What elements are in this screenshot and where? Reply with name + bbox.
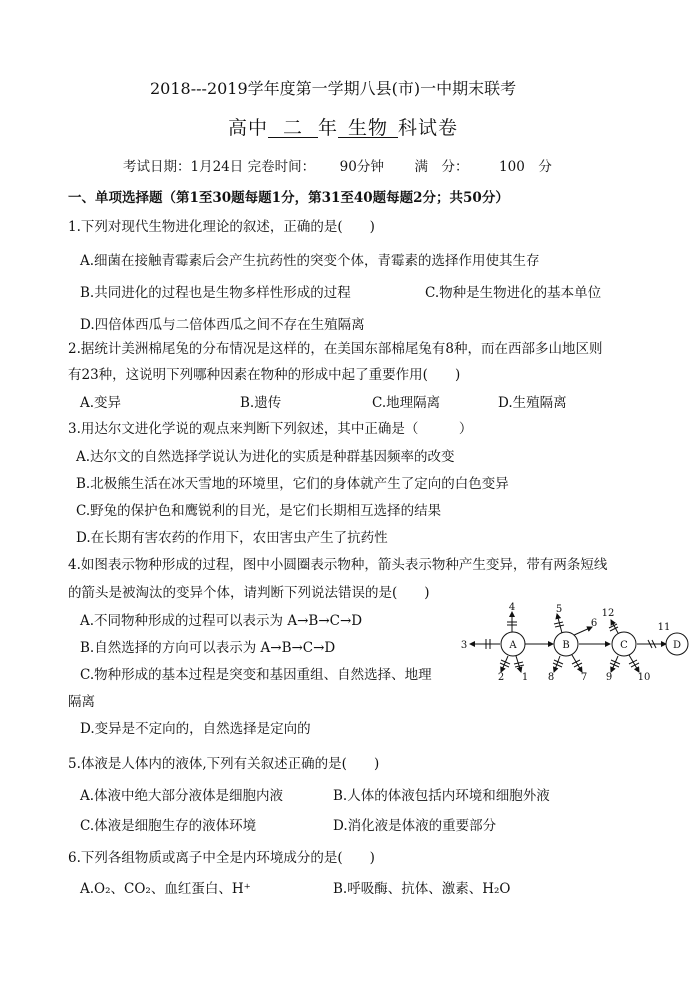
score-value: 100 分 [499, 159, 552, 175]
diagram-label-6: 6 [590, 618, 598, 629]
question-4-option-b: B.自然选择的方向可以表示为 A→B→C→D [80, 640, 336, 656]
duration-label: 完卷时间： [247, 159, 316, 175]
diagram-label-2: 2 [497, 672, 505, 683]
question-1-option-b: B.共同进化的过程也是生物多样性形成的过程 [80, 285, 351, 301]
subject-blank: 生物 [338, 119, 398, 138]
date-label: 考试日期： [123, 159, 191, 175]
diagram-label-5: 5 [555, 604, 563, 615]
diagram-node-c: C [620, 640, 628, 651]
question-2-stem-line1: 2.据统计美洲棉尾兔的分布情况是这样的，在美国东部棉尾兔有8种，而在西部多山地区则 [68, 341, 603, 357]
question-6-option-a: A.O₂、CO₂、血红蛋白、H⁺ [80, 881, 251, 897]
question-3-stem: 3.用达尔文进化学说的观点来判断下列叙述，其中正确是（ ） [68, 421, 473, 437]
diagram-node-d: D [672, 640, 682, 651]
question-5-option-a: A.体液中绝大部分液体是细胞内液 [80, 788, 284, 804]
question-2-option-c: C.地理隔离 [372, 395, 441, 411]
question-5-option-d: D.消化液是体液的重要部分 [333, 818, 497, 834]
diagram-label-9: 9 [605, 672, 613, 683]
exam-title: 2018---2019学年度第一学期八县(市)一中期末联考 [150, 79, 517, 98]
diagram-label-10: 10 [637, 672, 651, 683]
question-3-option-b: B.北极熊生活在冰天雪地的环境里，它们的身体就产生了定向的白色变异 [76, 476, 509, 492]
question-4-option-c-cont: 隔离 [68, 694, 95, 710]
question-1-stem: 1.下列对现代生物进化理论的叙述，正确的是( ) [68, 219, 375, 235]
question-2-stem-line2: 有23种，这说明下列哪种因素在物种的形成中起了重要作用( ) [68, 367, 461, 383]
question-1-option-c: C.物种是生物进化的基本单位 [425, 285, 602, 301]
diagram-label-8: 8 [547, 672, 555, 683]
question-4-option-d: D.变异是不定向的，自然选择是定向的 [80, 721, 311, 737]
question-3-option-d: D.在长期有害农药的作用下，农田害虫产生了抗药性 [76, 530, 388, 546]
question-6-option-b: B.呼吸酶、抗体、激素、H₂O [333, 881, 511, 897]
question-3-option-a: A.达尔文的自然选择学说认为进化的实质是种群基因频率的改变 [76, 449, 455, 465]
question-5-option-b: B.人体的体液包括内环境和细胞外液 [333, 788, 550, 804]
exam-subtitle [228, 119, 458, 138]
subtitle-mid: 年 [318, 117, 339, 139]
diagram-label-3: 3 [460, 640, 468, 651]
question-2-option-a: A.变异 [80, 395, 122, 411]
question-5-stem: 5.体液是人体内的液体,下列有关叙述正确的是( ) [68, 756, 380, 772]
date-value: 1月24日 [190, 159, 244, 175]
diagram-node-a: A [509, 640, 517, 651]
diagram-label-12: 12 [601, 608, 615, 619]
question-5-option-c: C.体液是细胞生存的液体环境 [80, 818, 257, 834]
question-4-stem-line2: 的箭头是被淘汰的变异个体，请判断下列说法错误的是( ) [68, 585, 430, 601]
grade-blank: 二 [268, 119, 318, 138]
speciation-diagram [458, 600, 690, 690]
exam-meta [123, 158, 552, 176]
question-4-stem-line1: 4.如图表示物种形成的过程，图中小圆圈表示物种，箭头表示物种产生变异，带有两条短线 [68, 557, 608, 573]
question-4-option-c: C.物种形成的基本过程是突变和基因重组、自然选择、地理 [80, 667, 432, 683]
question-2-option-d: D.生殖隔离 [498, 395, 567, 411]
question-1-option-a: A.细菌在接触青霉素后会产生抗药性的突变个体，青霉素的选择作用使其生存 [80, 253, 540, 269]
diagram-label-1: 1 [521, 672, 529, 683]
question-6-stem: 6.下列各组物质或离子中全是内环境成分的是( ) [68, 850, 375, 866]
question-1-option-d: D.四倍体西瓜与二倍体西瓜之间不存在生殖隔离 [80, 317, 365, 333]
diagram-label-11: 11 [657, 622, 671, 633]
question-2-option-b: B.遗传 [240, 395, 282, 411]
diagram-label-7: 7 [580, 672, 588, 683]
score-label: 满 分： [414, 159, 469, 175]
section-heading: 一、单项选择题（第1至30题每题1分，第31至40题每题2分；共50分） [68, 190, 509, 206]
subtitle-suffix: 科试卷 [398, 117, 459, 139]
duration-value: 90分钟 [339, 159, 384, 175]
question-3-option-c: C.野兔的保护色和鹰锐利的目光，是它们长期相互选择的结果 [76, 503, 442, 519]
question-4-option-a: A.不同物种形成的过程可以表示为 A→B→C→D [80, 613, 363, 629]
subtitle-prefix: 高中 [228, 117, 269, 139]
diagram-label-4: 4 [508, 602, 516, 613]
diagram-node-b: B [562, 640, 570, 651]
